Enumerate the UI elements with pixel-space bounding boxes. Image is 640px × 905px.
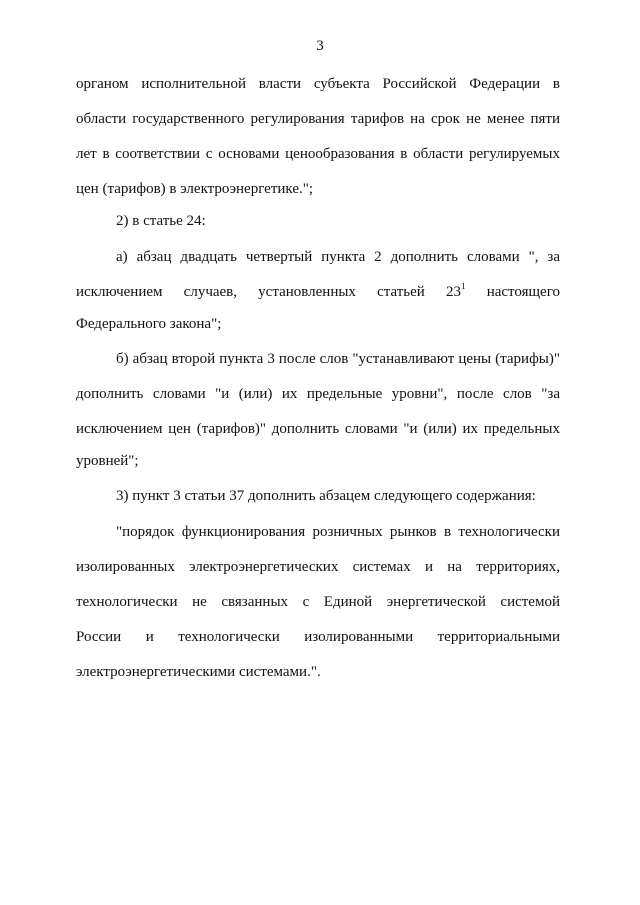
text-line: цен (тарифов) в электроэнергетике."; [76,181,314,197]
text-line: электроэнергетическими системами.". [76,664,321,680]
text-line: уровней"; [76,453,139,469]
text-line: лет в соответствии с основами ценообразования в области регулируемых [76,146,560,162]
text-line: исключением цен (тарифов)" дополнить словами "и (или) их предельных [76,421,560,437]
text-fragment: настоящего [486,284,560,300]
text-line: технологически не связанных с Единой энергетической системой [76,594,560,610]
text-line: изолированных электроэнергетических системах и на территориях, [76,559,560,575]
text-line: а) абзац двадцать четвертый пункта 2 дополнить словами ", за [116,249,560,265]
text-line: России и технологически изолированными территориальными [76,629,560,645]
text-line: дополнить словами "и (или) их предельные уровни", после слов "за [76,386,560,402]
text-line: области государственного регулирования тарифов на срок не менее пяти [76,111,560,127]
text-line: 3) пункт 3 статьи 37 дополнить абзацем следующего содержания: [116,488,536,504]
text-fragment: исключением случаев, установленных статьей 23 [76,284,462,300]
text-line: 2) в статье 24: [116,213,206,229]
superscript: 1 [461,281,466,291]
text-line: органом исполнительной власти субъекта Российской Федерации в [76,76,560,92]
text-line: "порядок функционирования розничных рынков в технологически [116,524,560,540]
text-line [76,282,560,302]
text-line: Федерального закона"; [76,316,222,332]
page-number: 3 [316,38,324,54]
text-line: б) абзац второй пункта 3 после слов "устанавливают цены (тарифы)" [116,351,560,367]
